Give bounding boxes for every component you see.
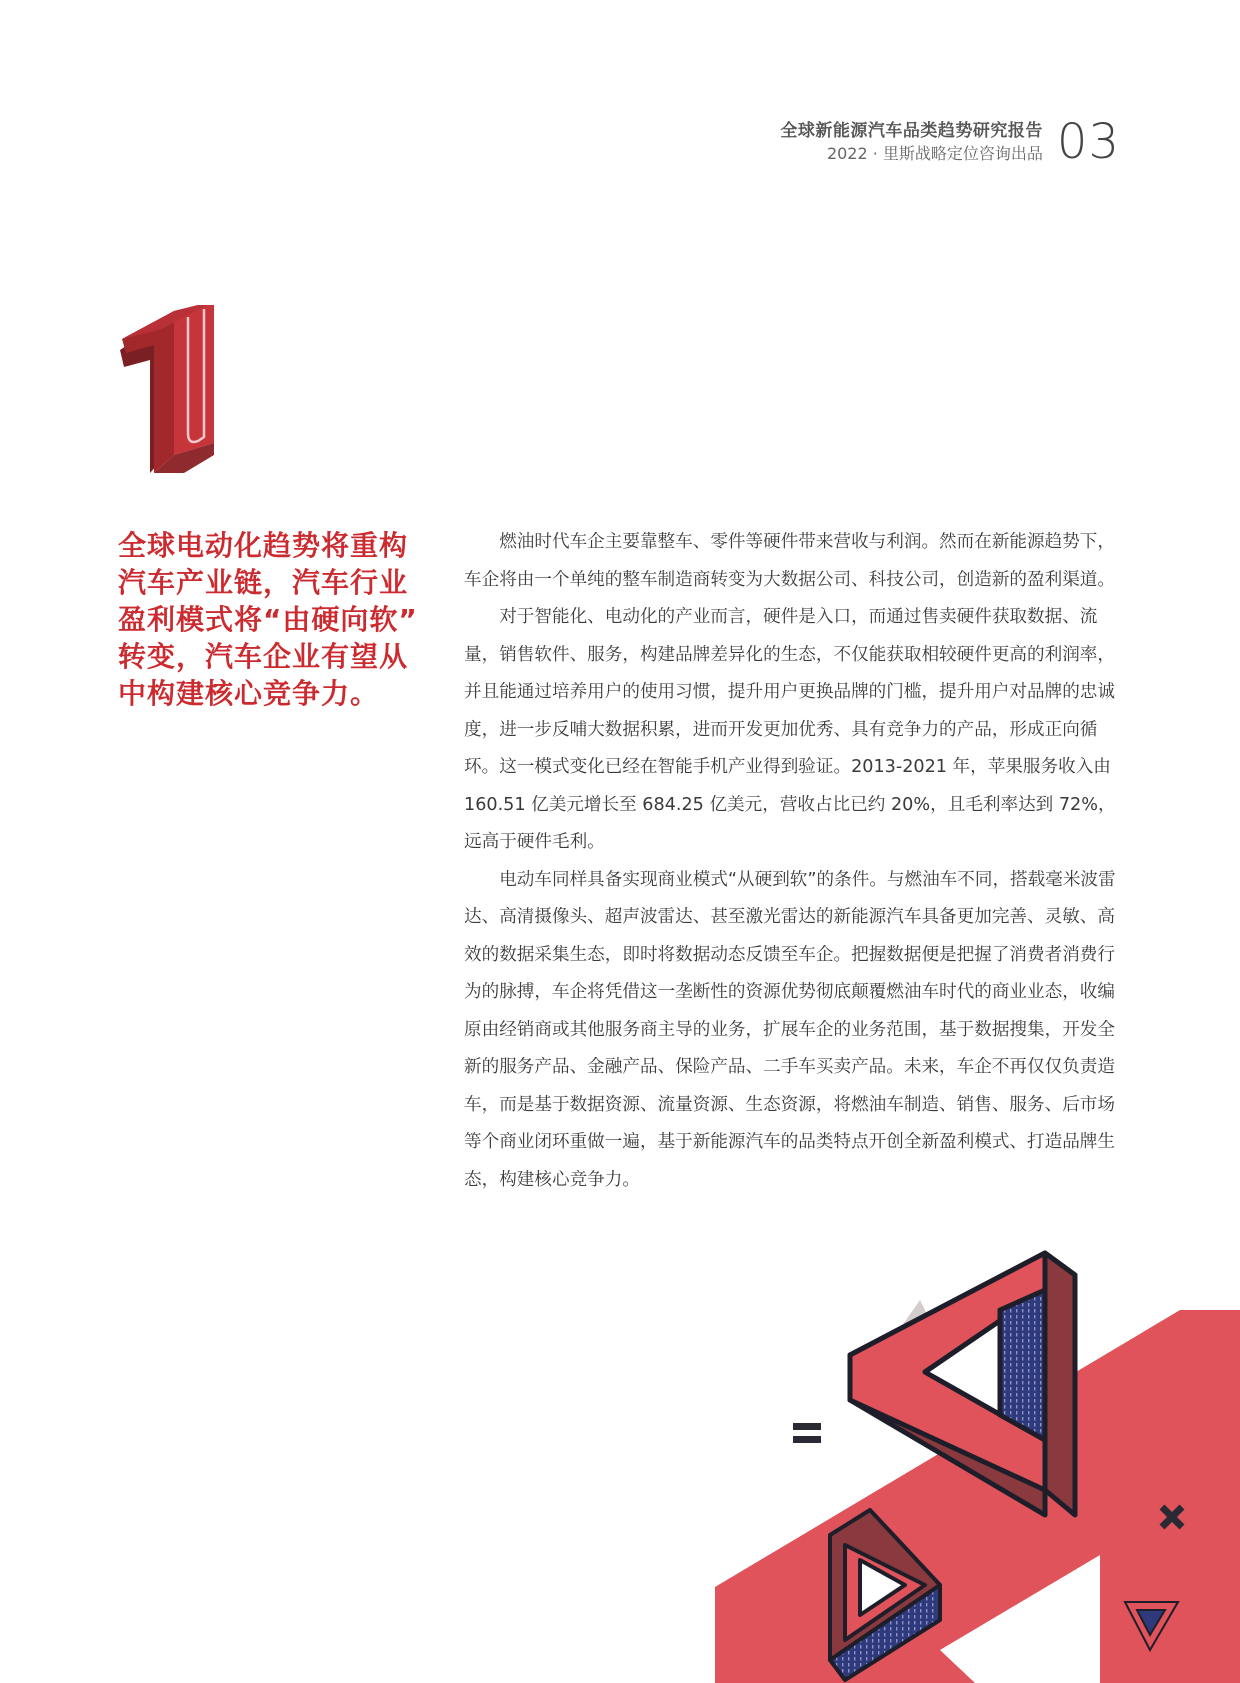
page-number: 03 [1056, 114, 1120, 170]
report-subtitle: 2022 · 里斯战略定位咨询出品 [826, 144, 1043, 163]
triangle-logo-icon [1125, 1602, 1178, 1650]
headline-line: 全球电动化趋势将重构 [118, 529, 409, 562]
red-background-shape [715, 1310, 1240, 1683]
page-header [780, 112, 1120, 172]
chapter-number-text: 1 [114, 305, 115, 306]
chapter-headline [118, 527, 438, 712]
chapter-number-1-graphic [114, 305, 224, 485]
headline-line: 盈利模式将“由硬向软” [118, 603, 418, 636]
impossible-triangle-small [830, 1510, 940, 1680]
white-triangle [940, 1555, 1100, 1683]
headline-line: 汽车产业链，汽车行业 [118, 566, 409, 599]
headline-line: 中构建核心竞争力。 [118, 677, 380, 710]
impossible-triangle-large [850, 1253, 1075, 1515]
chapter-number-figure [114, 305, 224, 485]
headline-line: 转变，汽车企业有望从 [118, 640, 409, 673]
body-paragraph: 电动车同样具备实现商业模式“从硬到软”的条件。与燃油车不同，搭载毫米波雷达、高清摄像头、超声波雷达、甚至激光雷达的新能源汽车具备更加完善、灵敏、高效的数据采集生态，即时将数据动态反馈至车企。把握数据便是把握了消费者消费行为的脉搏，车企将凭借这一垄断性的资源优势彻底颠覆燃油车时代的商业业态，收编原由经销商或其他服务商主导的业务，扩展车企的业务范围，基于数据搜集，开发全新的服务产品、金融产品、保险产品、二手车买卖产品。未来，车企不再仅仅负责造车，而是基于数据资源、流量资源、生态资源，将燃油车制造、销售、服务、后市场等个商业闭环重做一遍，基于新能源汽车的品类特点开创全新盈利模式、打造品牌生态，构建核心竞争力。 [464, 869, 1116, 1190]
header-text [780, 119, 1043, 165]
body-paragraph: 燃油时代车企主要靠整车、零件等硬件带来营收与利润。然而在新能源趋势下，车企将由一个单纯的整车制造商转变为大数据公司、科技公司，创造新的盈利渠道。 [464, 532, 1115, 590]
shadow-shape [850, 1300, 1020, 1500]
numeral-bar [174, 305, 214, 455]
report-title: 全球新能源汽车品类趋势研究报告 [780, 121, 1043, 141]
body-text [464, 524, 1122, 1199]
body-paragraph: 对于智能化、电动化的产业而言，硬件是入口，而通过售卖硬件获取数据、流量，销售软件、服务，构建品牌差异化的生态，不仅能获取相较硬件更高的利润率，并且能通过培养用户的使用习惯，提升用户更换品牌的门槛，提升用户对品牌的忠诚度，进一步反哺大数据积累，进而开发更加优秀、具有竞争力的产品，形成正向循环。这一模式变化已经在智能手机产业得到验证。2013-2021 年，苹果服务收入由 160.51 亿美元增长至 684.25 亿美元，营收占比已约 20%，且毛利率达到 72%，远高于硬件毛利。 [464, 607, 1116, 852]
multiply-icon [1162, 1507, 1182, 1527]
equals-icon [793, 1423, 821, 1443]
